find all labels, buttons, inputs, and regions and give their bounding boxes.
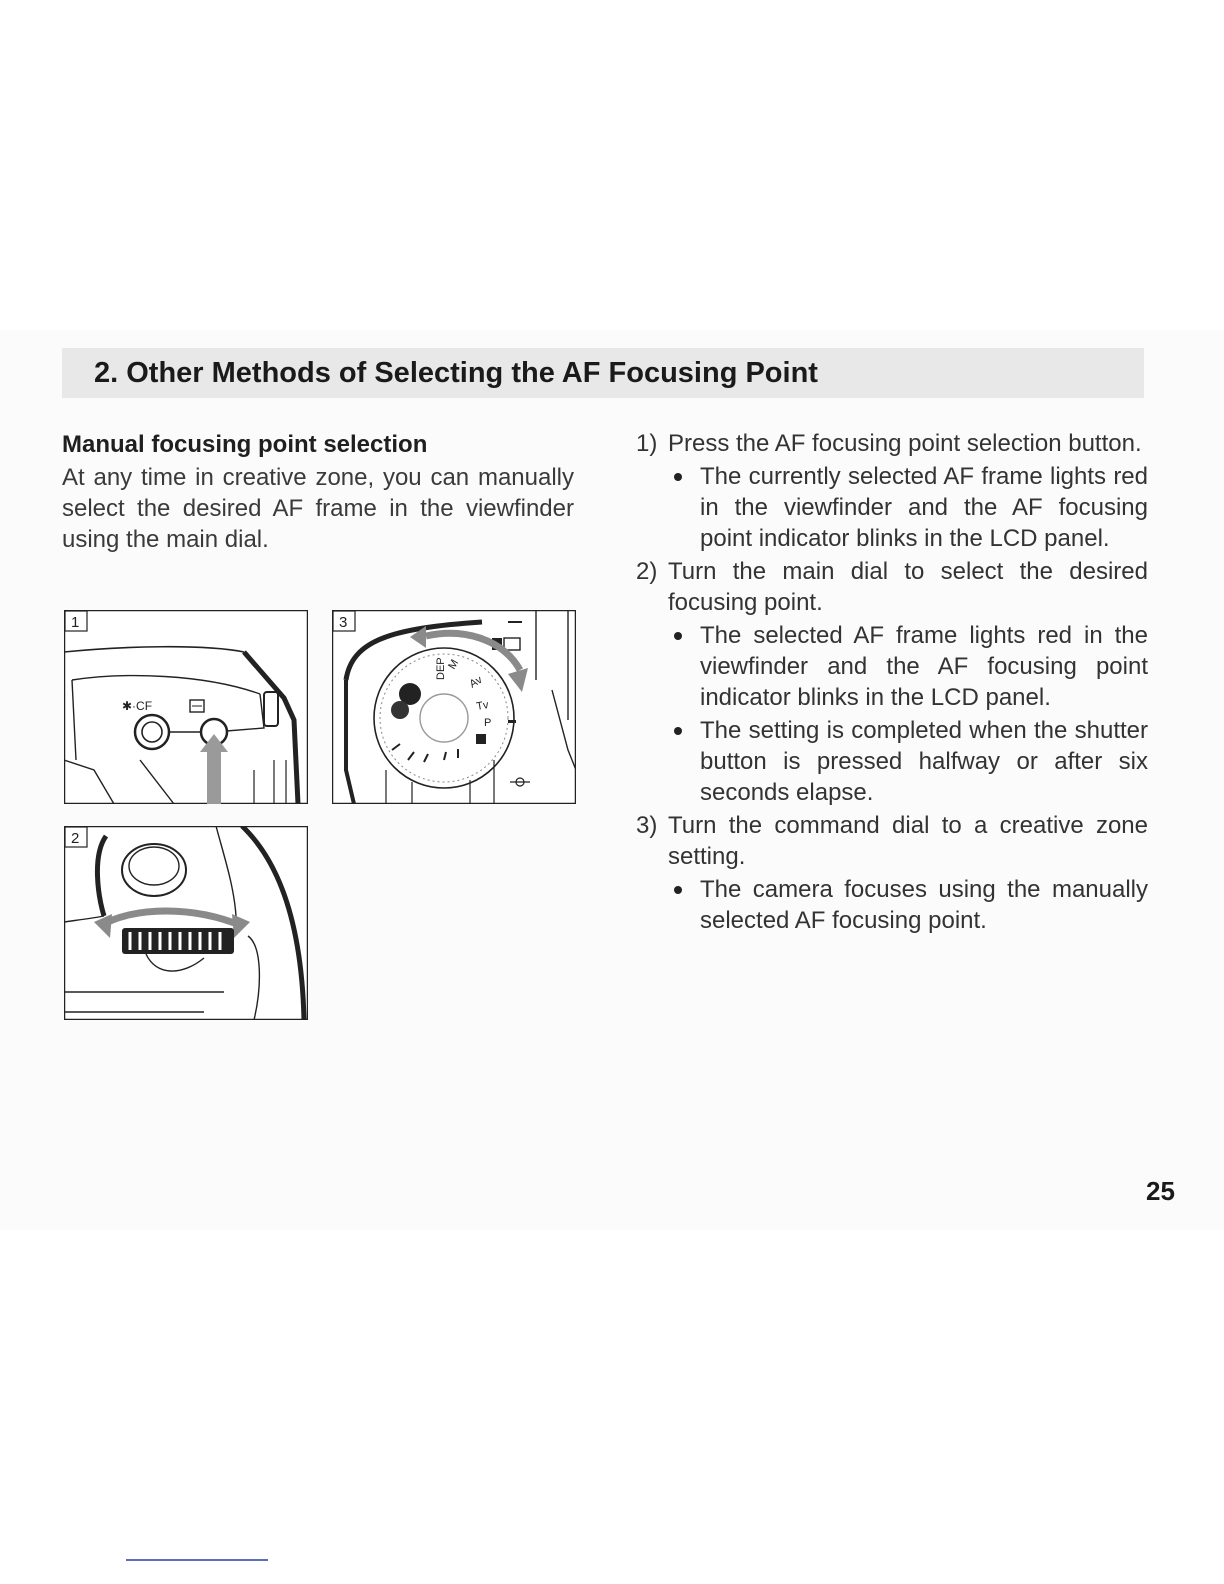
footer-link-rule (126, 1559, 268, 1561)
step-3-bullet-1-text: The camera focuses using the manually selected AF focusing point. (700, 876, 1148, 934)
bullet-icon (674, 473, 682, 481)
intro-heading: Manual focusing point selection (62, 431, 428, 458)
figure-2-illustration (64, 826, 308, 1020)
step-2-bullet-1-text: The selected AF frame lights red in the viewfinder and the AF focusing point indicator blinks in the LCD panel. (700, 622, 1148, 711)
figure-1-illustration (64, 610, 308, 804)
dial-label-av: Av (467, 673, 485, 691)
bullet-icon (674, 727, 682, 735)
section-header (62, 348, 1144, 398)
steps-list (636, 428, 1148, 938)
figure-3-command-dial (332, 610, 576, 804)
intro-body: At any time in creative zone, you can manually select the desired AF frame in the viewfinder using the main dial. (62, 464, 574, 553)
step-2-bullet-2-text: The setting is completed when the shutter button is pressed halfway or after six seconds elapse. (700, 717, 1148, 806)
dial-label-dep: DEP (435, 657, 447, 680)
figure-1-button-label: ✱·CF (122, 699, 153, 713)
step-1 (636, 428, 1148, 554)
step-1-text: Press the AF focusing point selection button. (668, 430, 1142, 457)
section-title: 2. Other Methods of Selecting the AF Focusing Point (94, 357, 818, 389)
figure-1-number: 1 (71, 614, 80, 631)
bullet-icon (674, 886, 682, 894)
step-2 (636, 556, 1148, 808)
bullet-icon (674, 632, 682, 640)
dial-label-p: P (484, 717, 492, 729)
step-2-bullet-1 (668, 620, 1148, 713)
step-3-text: Turn the command dial to a creative zone setting. (668, 812, 1148, 870)
figure-1-button (64, 610, 308, 804)
intro-block (62, 428, 574, 555)
step-3-bullet-1 (668, 874, 1148, 936)
dial-label-m: M (446, 657, 462, 672)
figure-3-illustration (332, 610, 576, 804)
step-1-bullet-1-text: The currently selected AF frame lights red in the viewfinder and the AF focusing point indicator blinks in the LCD panel. (700, 463, 1148, 552)
step-1-number: 1) (636, 430, 658, 457)
step-2-text: Turn the main dial to select the desired focusing point. (668, 558, 1148, 616)
page-number: 25 (1146, 1176, 1175, 1206)
step-2-number: 2) (636, 558, 658, 585)
step-3-number: 3) (636, 812, 658, 839)
step-3 (636, 810, 1148, 936)
step-1-bullet-1 (668, 461, 1148, 554)
figure-2-number: 2 (71, 830, 80, 847)
figure-2-main-dial (64, 826, 308, 1020)
dial-label-tv: Tv (475, 699, 490, 713)
figure-3-number: 3 (339, 614, 348, 631)
step-2-bullet-2 (668, 715, 1148, 808)
